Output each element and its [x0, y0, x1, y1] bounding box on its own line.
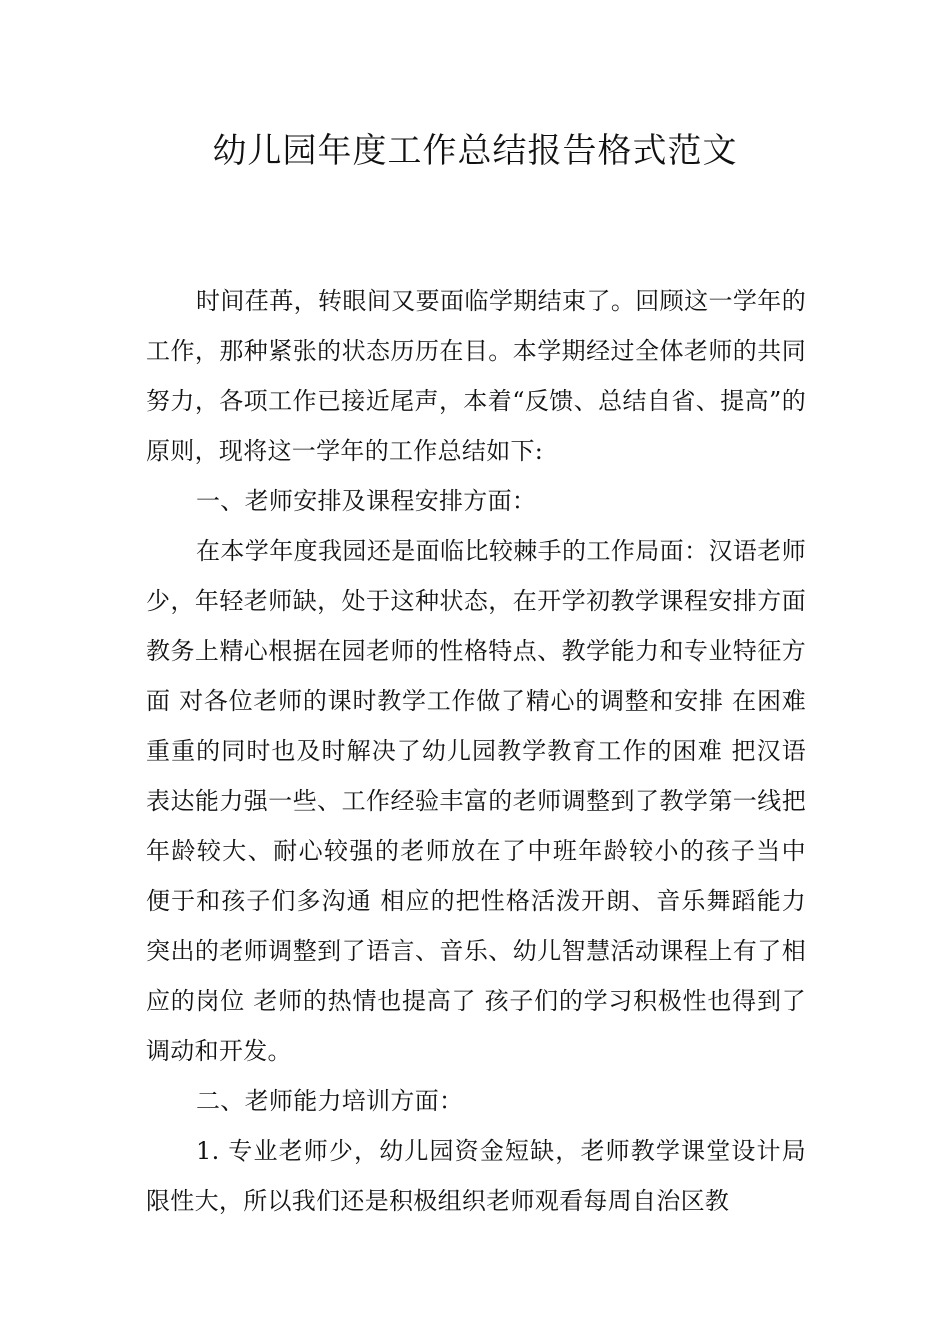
- paragraph-intro: 时间荏苒，转眼间又要面临学期结束了。回顾这一学年的工作，那种紧张的状态历历在目。本学期经过全体老师的共同努力，各项工作已接近尾声，本着“反馈、总结自省、提高”的原则，现将这一学年的工作总结如下:: [146, 287, 806, 465]
- paragraph-teacher-arrangement: 在本学年度我园还是面临比较棘手的工作局面：汉语老师少，年轻老师缺，处于这种状态，在开学初教学课程安排方面教务上精心根据在园老师的性格特点、教学能力和专业特征方面 对各位老师的课时教学工作做了精心的调整和安排 在困难重重的同时也及时解决了幼儿园教学教育工作的困难 把汉语表达能力强一些、工作经验丰富的老师调整到了教学第一线把年龄较大、耐心较强的老师放在了中班年龄较小的孩子当中 便于和孩子们多沟通 相应的把性格活泼开朗、音乐舞蹈能力突出的老师调整到了语言、音乐、幼儿智慧活动课程上有了相应的岗位 老师的热情也提高了 孩子们的学习积极性也得到了调动和开发。: [146, 537, 806, 1065]
- paragraph-training-item-1: 1. 专业老师少，幼儿园资金短缺，老师教学课堂设计局限性大，所以我们还是积极组织老师观看每周自治区教: [146, 1137, 806, 1215]
- document-body: [146, 276, 806, 1226]
- section-heading-2: 二、老师能力培训方面：: [196, 1087, 464, 1115]
- document-title: 幼儿园年度工作总结报告格式范文: [212, 131, 738, 171]
- section-heading-1: 一、老师安排及课程安排方面：: [196, 487, 537, 515]
